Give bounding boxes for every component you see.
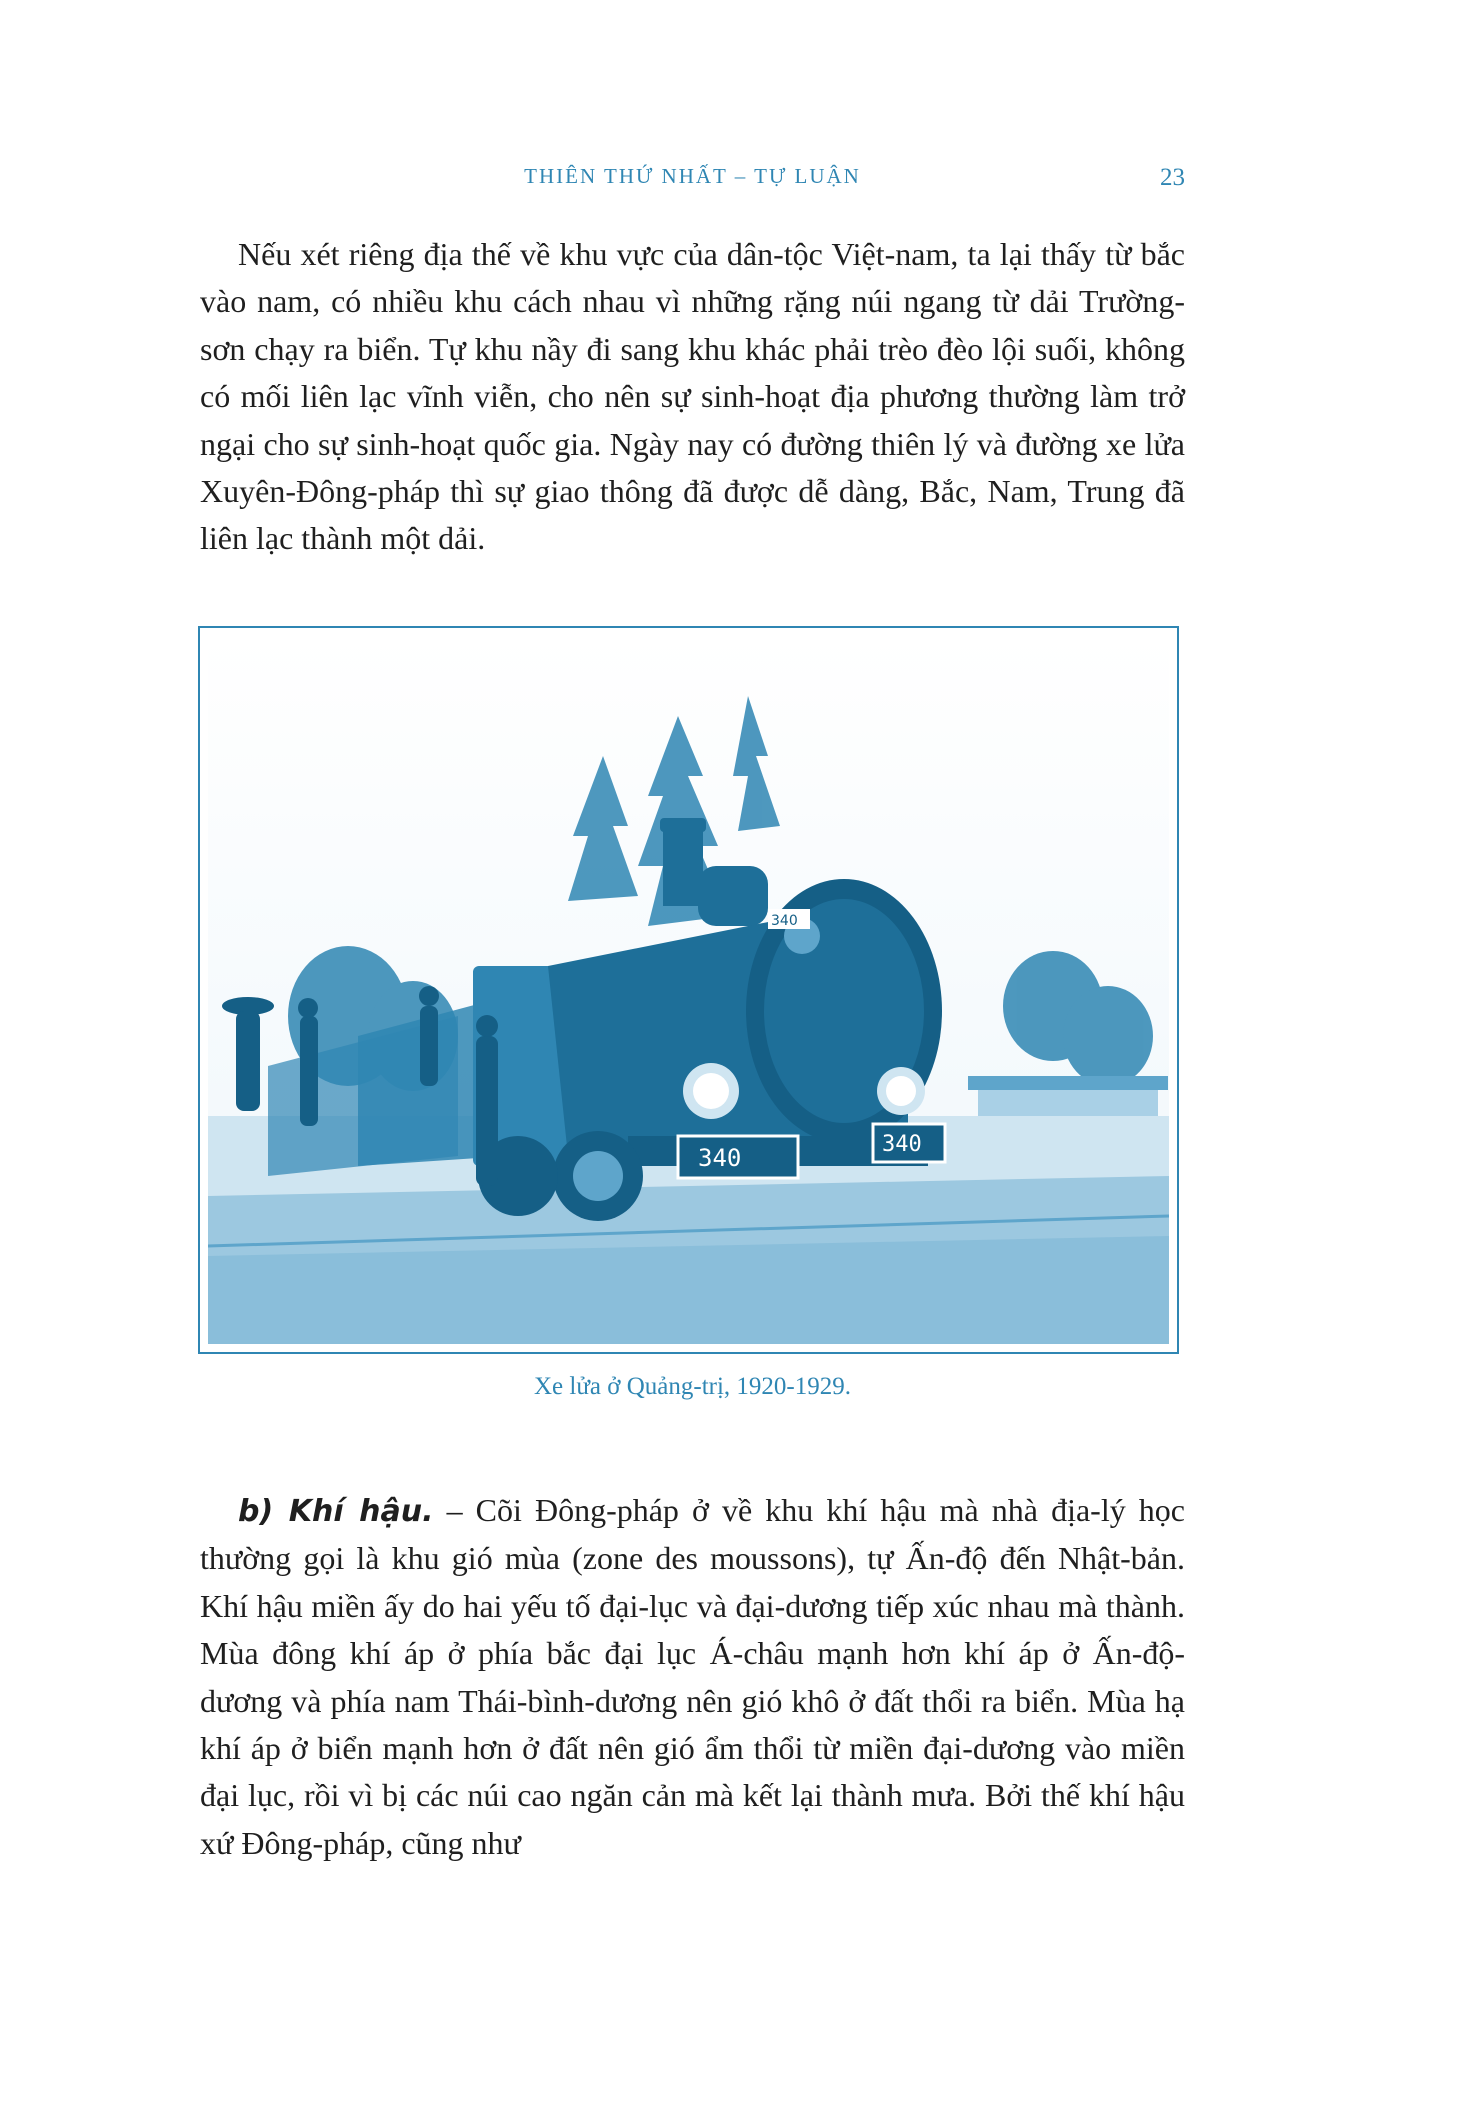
front-plate-left-text: 340	[698, 1144, 742, 1172]
section-lead-in: b) Khí hậu.	[238, 1494, 434, 1529]
train-photo-figure	[198, 626, 1179, 1354]
page-number: 23	[1160, 164, 1185, 191]
train-photo	[208, 636, 1169, 1344]
figure-caption: Xe lửa ở Quảng-trị, 1920-1929.	[534, 1373, 851, 1400]
smokebox-plate-text: 340	[771, 913, 798, 929]
paragraph-body: – Cõi Đông-pháp ở về khu khí hậu mà nhà địa-lý học thường gọi là khu gió mùa (zone des moussons), tự Ấn-độ đến Nhật-bản. Khí hậu miền ấy do hai yếu tố đại-lục và đại-dương tiếp xúc nhau mà thành. Mùa đông khí áp ở phía bắc đại lục Á-châu mạnh hơn khí áp ở Ấn-độ-dương và phía nam Thái-bình-dương nên gió khô ở đất thổi ra biển. Mùa hạ khí áp ở biển mạnh hơn ở đất nên gió ẩm thổi từ miền đại-dương vào miền đại lục, rồi vì bị các núi cao ngăn cản mà kết lại thành mưa. Bởi thế khí hậu xứ Đông-pháp, cũng như	[200, 1492, 1185, 1861]
front-plate-right-text: 340	[882, 1132, 922, 1157]
running-head: THIÊN THỨ NHẤT – TỰ LUẬN	[524, 164, 861, 188]
paragraph-text: Nếu xét riêng địa thế về khu vực của dân-tộc Việt-nam, ta lại thấy từ bắc vào nam, có nhiều khu cách nhau vì những rặng núi ngang từ dải Trường-sơn chạy ra biển. Tự khu nầy đi sang khu khác phải trèo đèo lội suối, không có mối liên lạc vĩnh viễn, cho nên sự sinh-hoạt địa phương thường làm trở ngại cho sự sinh-hoạt quốc gia. Ngày nay có đường thiên lý và đường xe lửa Xuyên-Đông-pháp thì sự giao thông đã được dễ dàng, Bắc, Nam, Trung đã liên lạc thành một dải.	[200, 236, 1185, 557]
page-header	[200, 164, 1185, 204]
body-paragraph-2	[200, 1487, 1185, 1867]
paragraph-text	[200, 1487, 1185, 1867]
body-paragraph-1	[200, 231, 1185, 563]
